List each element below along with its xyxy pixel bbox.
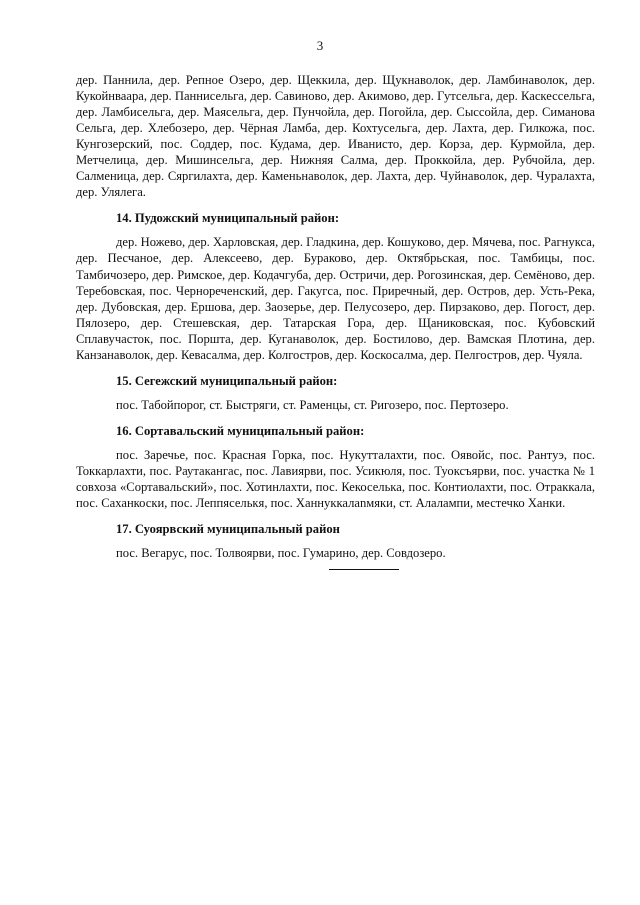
end-divider	[329, 569, 399, 570]
section-heading-pudozh: 14. Пудожский муниципальный район:	[116, 211, 340, 226]
section-heading-suojarvi: 17. Суоярвский муниципальный район	[116, 522, 340, 537]
section-text-suojarvi: пос. Вегарус, пос. Толвоярви, пос. Гумарино, дер. Совдозеро.	[116, 546, 446, 561]
document-body	[76, 72, 595, 570]
page-number: 3	[316, 38, 324, 53]
section-heading-sortavala: 16. Сортавальский муниципальный район:	[116, 423, 365, 438]
section-text-pudozh: дер. Ножево, дер. Харловская, дер. Гладкина, дер. Кошуково, дер. Мячева, пос. Рагнукса, дер. Песчаное, дер. Алексеево, дер. Бураково, дер. Октябрьская, пос. Тамбицы, пос. Тамбичозеро, дер. Римское, дер. Кодачгуба, дер. Остричи, дер. Рогозинская, дер. Семёново, дер. Теребовская, пос. Чернореченский, дер. Гакугса, пос. Приречный, дер. Остров, дер. Усть-Река, дер. Дубовская, дер. Ершова, дер. Заозерье, дер. Пелусозеро, дер. Пирзаково, дер. Погост, дер. Пялозеро, дер. Стешевская, дер. Татарская Гора, дер. Щаниковская, пос. Кубовский Сплавучасток, пос. Поршта, дер. Куганаволок, дер. Бостилово, дер. Вамская Плотина, дер. Канзанаволок, дер. Кевасалма, дер. Колгостров, дер. Коскосалма, дер. Пелгостров, дер. Чуяла.	[76, 235, 595, 362]
section-text-segezha: пос. Табойпорог, ст. Быстряги, ст. Раменцы, ст. Ригозеро, пос. Пертозеро.	[116, 397, 509, 412]
section-text-sortavala: пос. Заречье, пос. Красная Горка, пос. Нукутталахти, пос. Оявойс, пос. Рантуэ, пос. Токкарлахти, пос. Раутакангас, пос. Лавиярви, пос. Усикюля, пос. Туоксъярви, пос. участка № 1 совхоза «Сортавальский», пос. Хотинлахти, пос. Кекоселька, пос. Контиолахти, пос. Отраккала, пос. Саханкоски, пос. Леппяселькя, пос. Ханнуккалаnмяки, ст. Алалампи, местечко Ханки.	[76, 447, 595, 511]
section-heading-segezha: 15. Сегежский муниципальный район:	[116, 373, 338, 388]
intro-paragraph: дер. Паннила, дер. Репное Озеро, дер. Щеккила, дер. Щукнаволок, дер. Ламбинаволок, дер. Кукойнваара, дер. Паннисельга, дер. Савиново, дер. Акимово, дер. Гутсельга, дер. Каскессельга, дер. Ламбисельга, дер. Маясельга, дер. Пунчойла, дер. Погойла, дер. Сыссойла, дер. Симанова Сельга, дер. Хлебозеро, дер. Чёрная Ламба, дер. Кохтусельга, дер. Лахта, дер. Гилкожа, пос. Кунгозерский, пос. Соддер, пос. Кудама, дер. Иванисто, дер. Корза, дер. Курмойла, дер. Метчелица, дер. Мишинсельга, дер. Нижняя Салма, дер. Проккойла, дер. Рубчойла, дер. Салменица, дер. Сяргилахта, дер. Каменьнаволок, дер. Лахта, дер. Чуйнаволок, дер. Чуралахта, дер. Улялега.	[76, 73, 595, 200]
